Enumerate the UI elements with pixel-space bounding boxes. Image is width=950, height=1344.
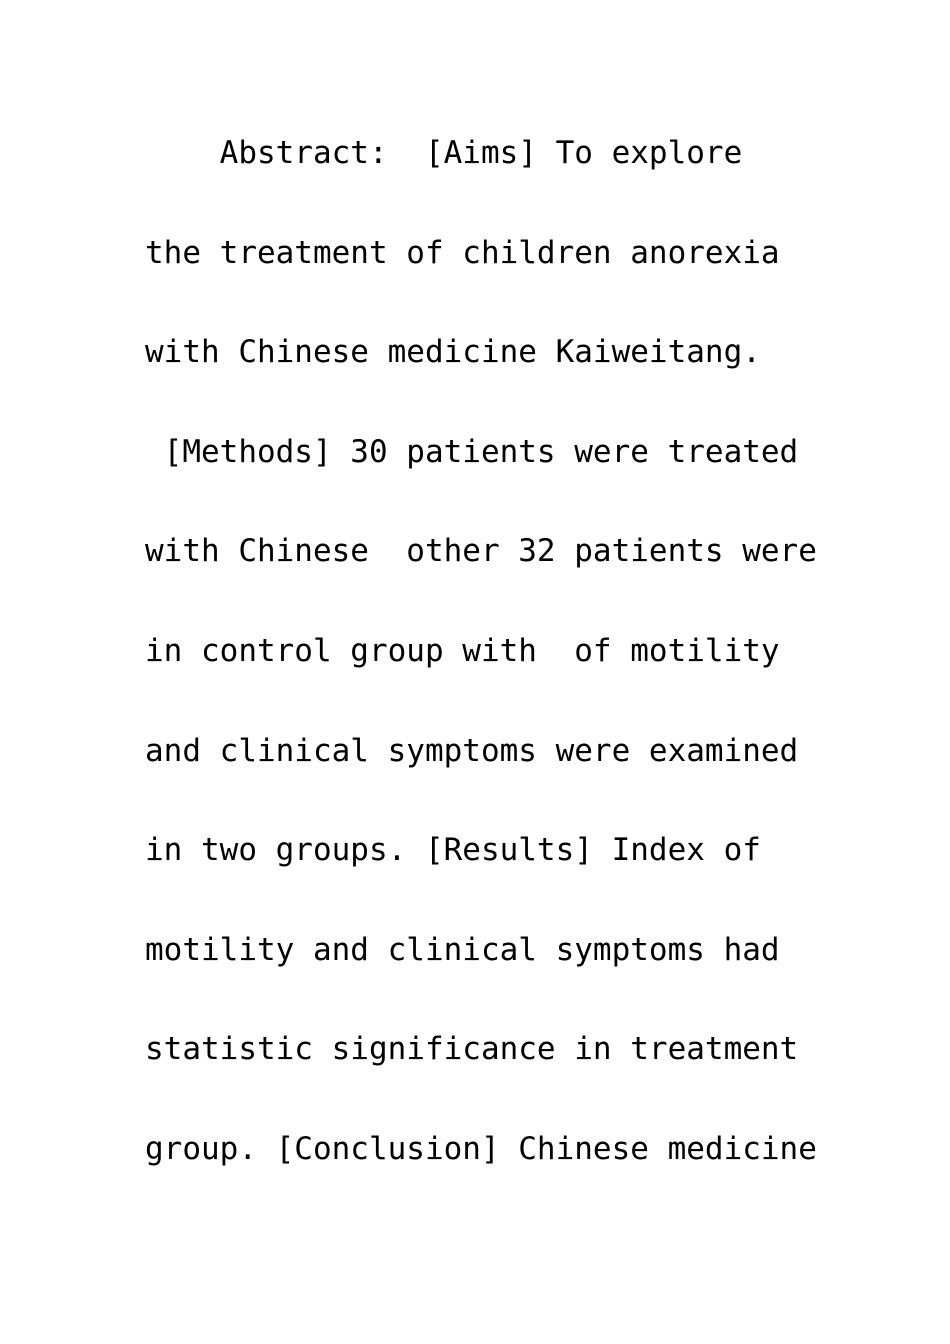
abstract-line-4: [Methods] 30 patients were treated [145, 433, 799, 470]
abstract-line-3: with Chinese medicine Kaiweitang. [145, 334, 761, 371]
abstract-line-9: motility and clinical symptoms had [145, 931, 780, 968]
abstract-line-2: the treatment of children anorexia [145, 234, 780, 271]
abstract-line-7: and clinical symptoms were examined [145, 732, 799, 769]
abstract-line-10: statistic significance in treatment [145, 1031, 799, 1068]
abstract-line-6: in control group with of motility [145, 632, 780, 669]
abstract-line-8: in two groups. [Results] Index of [145, 832, 761, 869]
abstract-line-11: group. [Conclusion] Chinese medicine [145, 1130, 817, 1167]
abstract-line-5: with Chinese other 32 patients were [145, 533, 817, 570]
abstract-text [145, 125, 845, 1221]
abstract-line-1: Abstract: [Aims] To explore [145, 135, 743, 171]
